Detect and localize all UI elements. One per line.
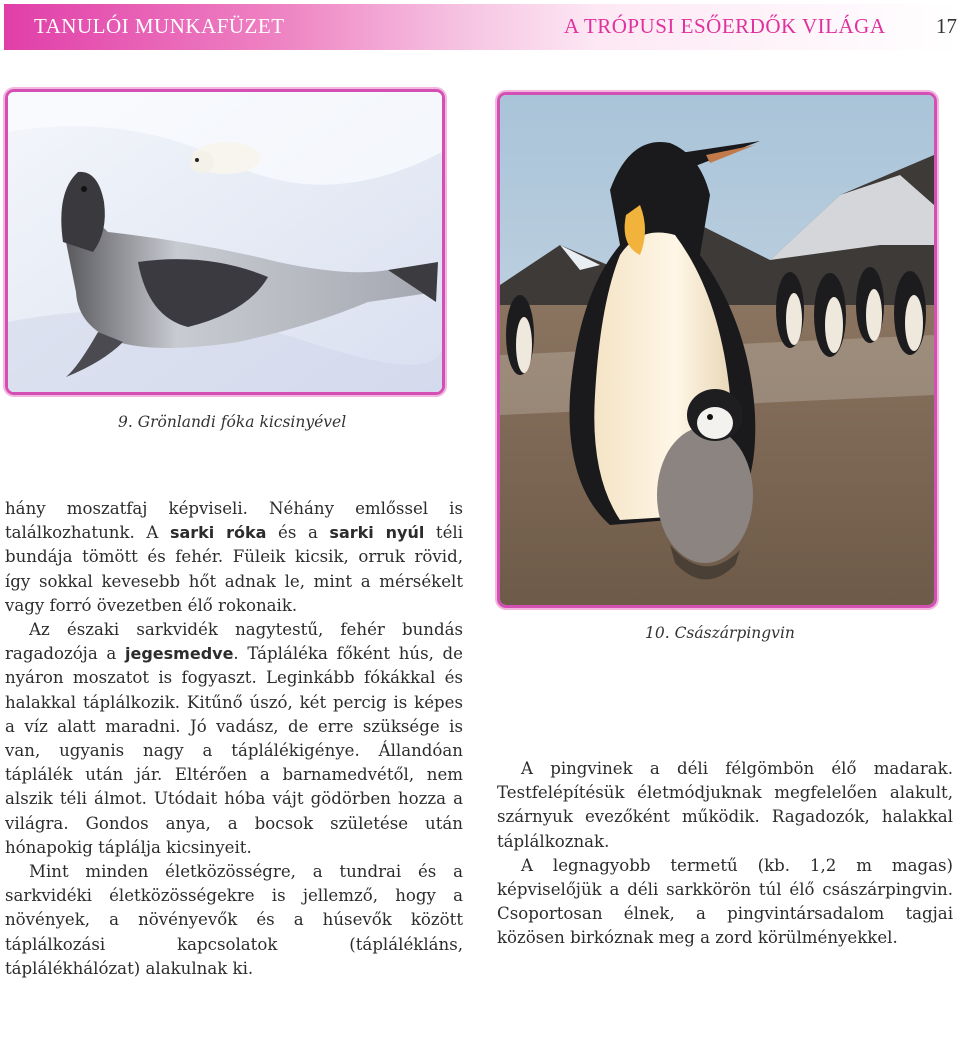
paragraph-penguins: A pingvinek a déli félgömbön élő madarak. Testfelépítésük életmódjuknak megfelelően alakult, szárnyuk evezőként működik. Ragadozók, halakkal táplálkoznak. [497, 759, 953, 851]
penguin-image [500, 95, 934, 605]
text-run: és a [266, 523, 330, 543]
text-run: Az északi sarkvidék nagytestű, fehér bundás ragadozója a [5, 620, 463, 664]
left-column [5, 497, 463, 981]
workbook-title: TANULÓI MUNKAFÜZET [34, 14, 285, 38]
seal-photo [5, 89, 445, 395]
term-polar-bear: jegesmedve [125, 644, 234, 664]
right-column [497, 757, 953, 951]
text-run: téli bundája tömött és fehér. Füleik kicsik, orruk rövid, így sokkal kevesebb hőt adnak le, mint a mérsékelt vagy forró övezetben élő rokonaik. [5, 523, 464, 615]
penguin-photo [497, 92, 937, 608]
page-number: 17 [936, 14, 957, 38]
penguin-caption: 10. Császárpingvin [645, 624, 795, 642]
term-arctic-hare: sarki nyúl [329, 523, 425, 543]
paragraph-arctic-mammals [5, 497, 463, 618]
paragraph-polar-bear [5, 618, 463, 860]
seal-caption: 9. Grönlandi fóka kicsinyével [118, 413, 347, 431]
seal-image [8, 92, 442, 392]
page-header [4, 4, 960, 50]
text-run: hány moszatfaj képviseli. Néhány emlőssel is találkozhatunk. A [5, 499, 463, 543]
chapter-title: A TRÓPUSI ESŐERDŐK VILÁGA [564, 14, 886, 38]
term-arctic-fox: sarki róka [169, 523, 267, 543]
paragraph-food-chain: Mint minden életközösségre, a tundrai és a sarkvidéki életközösségekre is jellemző, hogy a növények, a növényevők és a húsevők között táplálkozási kapcsolatok (táplálékláns, táplálékhálózat) alakulnak ki. [5, 862, 463, 978]
paragraph-emperor-penguin: A legnagyobb termetű (kb. 1,2 m magas) képviselőjük a déli sarkkörön túl élő császárpingvin. Csoportosan élnek, a pingvintársadalom tagjai közösen birkóznak meg a zord körülményekkel. [497, 855, 953, 948]
text-run: . Tápláléka főként hús, de nyáron moszatot is fogyaszt. Leginkább fókákkal és halakkal táplálkozik. Kitűnő úszó, két percig is képes a víz alatt maradni. Jó vadász, de erre szüksége is van, ugyanis nagy a táplálékigénye. Állandóan táplálék után jár. Eltérően a barnamedvétől, nem alszik téli álmot. Utódait hóba vájt gödörben hozza a világra. Gondos anya, a bocsok születése után hónapokig táplálja kicsinyeit. [5, 644, 463, 857]
